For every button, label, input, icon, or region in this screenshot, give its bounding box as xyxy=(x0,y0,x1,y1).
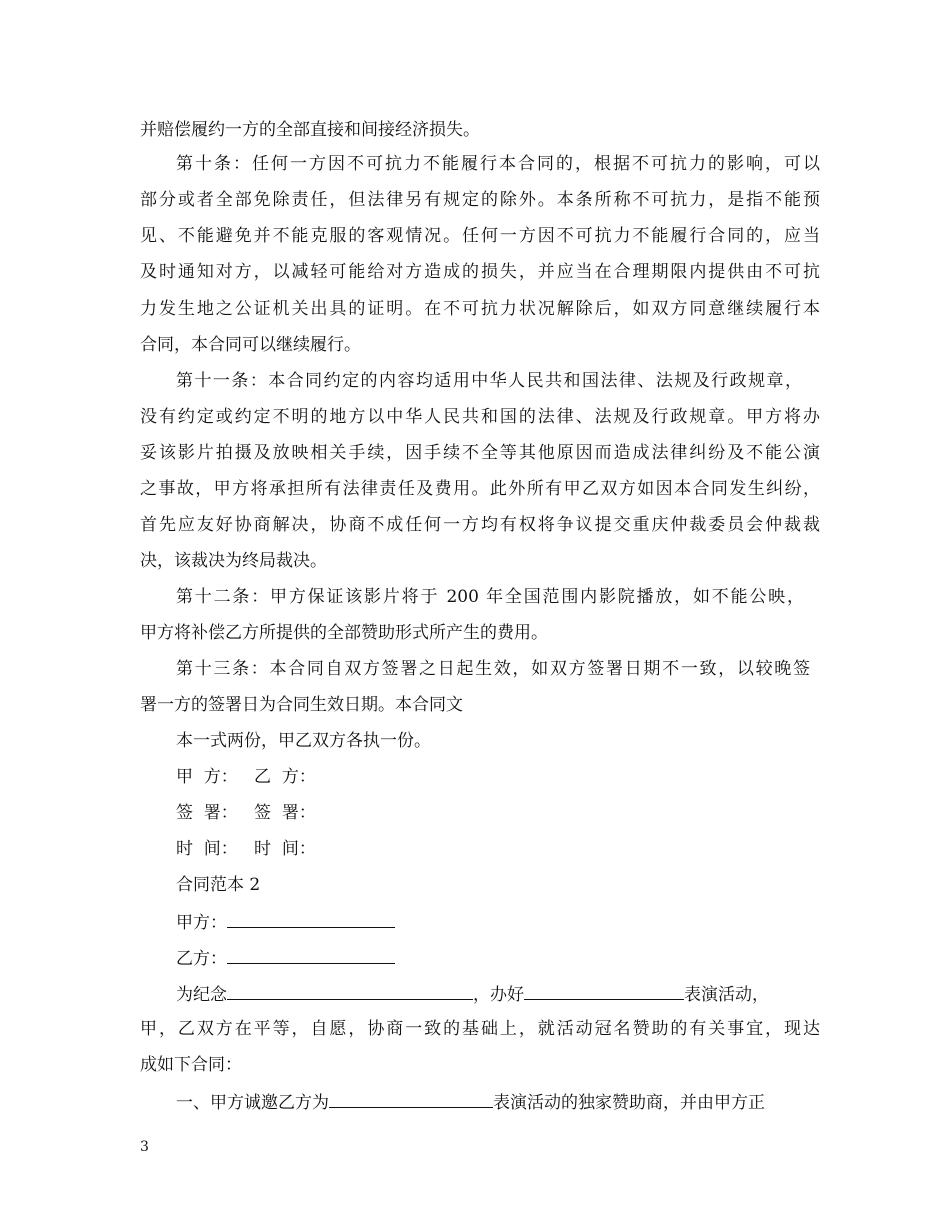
text-segment: 一、甲方诚邀乙方为 xyxy=(176,1093,329,1113)
paragraph-line: 第十二条：甲方保证该影片将于 200 年全国范围内影院播放，如不能公映， xyxy=(176,587,804,607)
paragraph-line: 并赔偿履约一方的全部直接和间接经济损失。 xyxy=(140,120,480,140)
paragraph-line: 首先应友好协商解决，协商不成任何一方均有权将争议提交重庆仲裁委员会仲裁裁 xyxy=(140,515,820,535)
paragraph-line: 决，该裁决为终局裁决。 xyxy=(140,551,327,571)
paragraph-line: 成如下合同： xyxy=(140,1055,242,1075)
page-number: 3 xyxy=(140,1139,149,1155)
party-b-label: 乙方： xyxy=(176,949,227,969)
paragraph-line: 妥该影片拍摄及放映相关手续，因手续不全等其他原因而造成法律纠纷及不能公演 xyxy=(140,443,820,463)
party-b-blank xyxy=(227,945,395,964)
text-segment: 为纪念 xyxy=(176,985,227,1005)
paragraph-line: 甲，乙双方在平等，自愿，协商一致的基础上，就活动冠名赞助的有关事宜，现达 xyxy=(140,1019,820,1039)
blank-field xyxy=(524,981,684,1000)
signature-date-line: 时 间： 时 间： xyxy=(176,839,316,859)
section-heading: 合同范本 2 xyxy=(176,875,261,895)
signature-sign-line: 签 署： 签 署： xyxy=(176,803,316,823)
paragraph-line: 第十条：任何一方因不可抗力不能履行本合同的，根据不可抗力的影响，可以 xyxy=(176,154,820,174)
text-segment: 表演活动的独家赞助商，并由甲方正 xyxy=(493,1093,765,1113)
paragraph-line: 没有约定或约定不明的地方以中华人民共和国的法律、法规及行政规章。甲方将办 xyxy=(140,407,820,427)
paragraph-line: 及时通知对方，以减轻可能给对方造成的损失，并应当在合理期限内提供由不可抗 xyxy=(140,262,820,282)
party-a-field xyxy=(176,909,776,935)
party-b-field xyxy=(176,945,776,971)
paragraph-line: 部分或者全部免除责任，但法律另有规定的除外。本条所称不可抗力，是指不能预 xyxy=(140,190,820,210)
paragraph-line: 之事故，甲方将承担所有法律责任及费用。此外所有甲乙双方如因本合同发生纠纷， xyxy=(140,479,820,499)
text-segment: ，办好 xyxy=(473,985,524,1005)
text-segment: 表演活动， xyxy=(684,985,769,1005)
party-a-label: 甲方： xyxy=(176,913,227,933)
clause-one-line xyxy=(176,1089,816,1115)
paragraph-line: 署一方的签署日为合同生效日期。本合同文 xyxy=(140,695,463,715)
paragraph-line: 本一式两份，甲乙双方各执一份。 xyxy=(176,731,431,751)
blank-field xyxy=(227,981,473,1000)
blank-field xyxy=(329,1089,493,1108)
paragraph-line: 第十一条：本合同约定的内容均适用中华人民共和国法律、法规及行政规章， xyxy=(176,371,802,391)
commemoration-line xyxy=(176,981,806,1007)
signature-party-line: 甲 方： 乙 方： xyxy=(176,767,316,787)
paragraph-line: 甲方将补偿乙方所提供的全部赞助形式所产生的费用。 xyxy=(140,623,548,643)
paragraph-line: 第十三条：本合同自双方签署之日起生效，如双方签署日期不一致，以较晚签 xyxy=(176,659,810,679)
paragraph-line: 力发生地之公证机关出具的证明。在不可抗力状况解除后，如双方同意继续履行本 xyxy=(140,299,820,319)
party-a-blank xyxy=(227,909,395,928)
paragraph-line: 合同，本合同可以继续履行。 xyxy=(140,335,361,355)
paragraph-line: 见、不能避免并不能克服的客观情况。任何一方因不可抗力不能履行合同的，应当 xyxy=(140,226,820,246)
